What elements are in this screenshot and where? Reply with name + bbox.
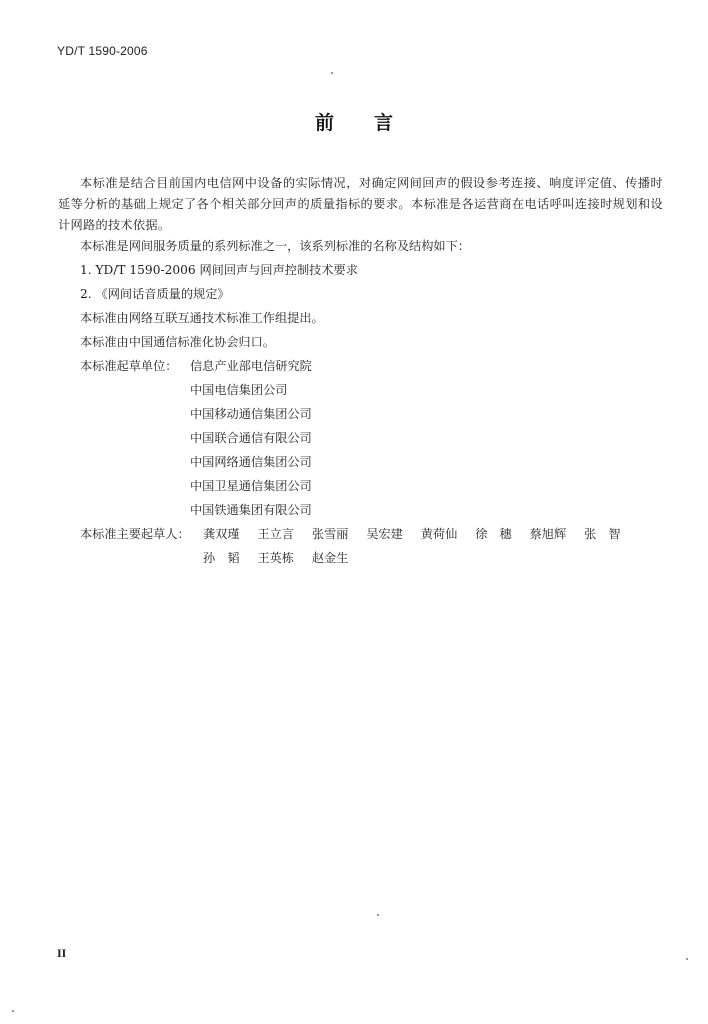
foreword-paragraph: 本标准是结合目前国内电信网中设备的实际情况，对确定网间回声的假设参考连接、响度评定值、传播时延等分析的基础上规定了各个相关部分回声的质量指标的要求。本标准是各运营商在电话呼叫连接时规划和设计网路的技术依据。 — [58, 176, 663, 232]
page-number: II — [57, 946, 67, 960]
drafting-unit: 中国移动通信集团公司 — [190, 407, 312, 421]
drafting-unit: 中国电信集团公司 — [190, 383, 288, 397]
drafter-name: 黄荷仙 — [420, 527, 458, 541]
drafting-unit: 中国铁通集团有限公司 — [190, 503, 312, 517]
drafter-name: 赵金生 — [311, 551, 349, 565]
scan-speck — [331, 72, 333, 74]
main-drafters-label: 本标准主要起草人： — [80, 527, 190, 541]
drafter-name: 张 智 — [584, 527, 621, 541]
drafting-unit: 中国联合通信有限公司 — [190, 431, 312, 445]
drafter-name: 蔡旭辉 — [529, 527, 567, 541]
drafter-name: 孙 韬 — [203, 551, 240, 565]
page-title: 前言 — [314, 112, 433, 134]
drafter-name: 王英栋 — [257, 551, 294, 565]
drafter-name: 龚双瑾 — [203, 527, 240, 541]
scan-speck — [12, 1010, 14, 1012]
drafters-row-1 — [203, 524, 635, 545]
drafter-name: 吴宏建 — [366, 527, 403, 541]
scan-speck — [377, 914, 379, 916]
series-item-2: 2. 《网间话音质量的规定》 — [80, 287, 230, 301]
proposed-by-statement: 本标准由网络互联互通技术标准工作组提出。 — [80, 311, 324, 325]
drafting-unit: 中国网络通信集团公司 — [190, 455, 312, 469]
jurisdiction-statement: 本标准由中国通信标准化协会归口。 — [80, 335, 275, 349]
series-item-1: 1. YD/T 1590-2006 网间回声与回声控制技术要求 — [80, 263, 358, 277]
drafter-name: 王立言 — [257, 527, 294, 541]
drafting-unit: 信息产业部电信研究院 — [190, 359, 312, 373]
scan-speck — [686, 958, 688, 960]
drafters-row-2 — [203, 548, 362, 569]
drafting-unit: 中国卫星通信集团公司 — [190, 479, 312, 493]
drafting-units-label: 本标准起草单位： — [80, 359, 178, 373]
series-intro: 本标准是网间服务质量的系列标准之一，该系列标准的名称及结构如下： — [80, 239, 470, 253]
drafter-name: 徐 穗 — [475, 527, 512, 541]
document-code: YD/T 1590-2006 — [57, 44, 148, 58]
drafter-name: 张雪丽 — [311, 527, 349, 541]
